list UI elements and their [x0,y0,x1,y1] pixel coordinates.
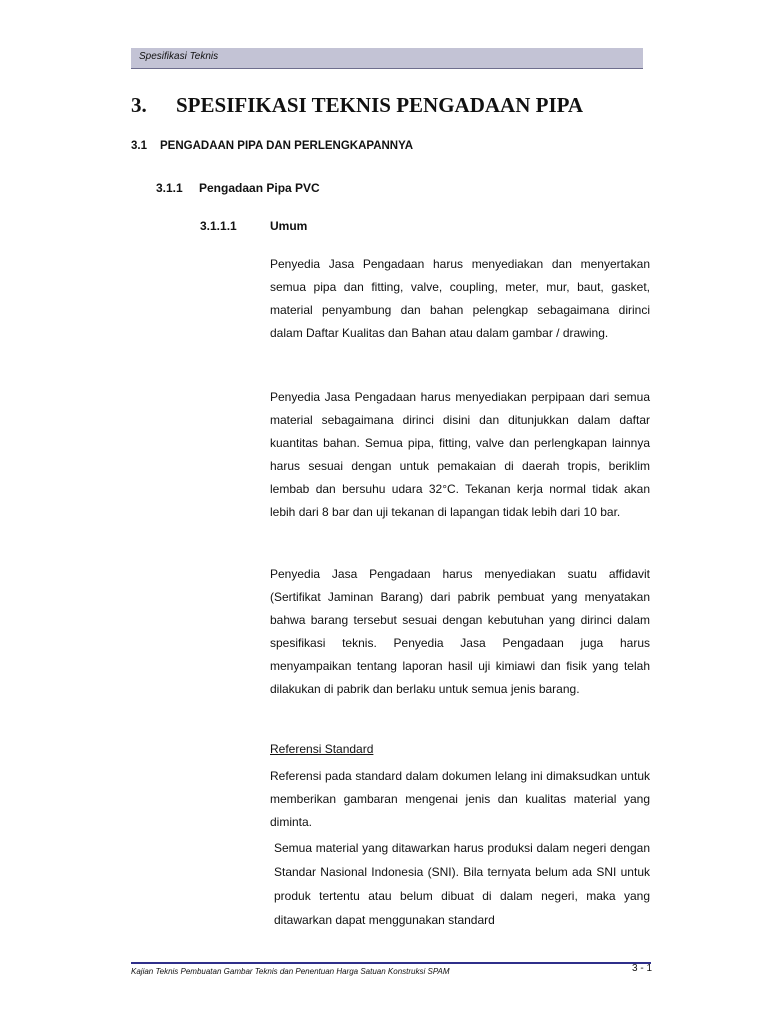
chapter-heading [131,93,583,118]
paragraph-piping-materials: Penyedia Jasa Pengadaan harus menyediakan perpipaan dari semua material sebagaimana dirinci disini dan ditunjukkan dalam daftar kuantitas bahan. Semua pipa, fitting, valve dan perlengkapan lainnya harus sesuai dengan untuk pemakaian di daerah tropis, beriklim lembab dan bersuhu udara 32°C. Tekanan kerja normal tidak akan lebih dari 8 bar dan uji tekanan di lapangan tidak lebih dari 10 bar. [270,390,650,519]
section-heading [131,140,413,152]
subsubsection-number: 3.1.1.1 [200,219,237,233]
subsection-title: Pengadaan Pipa PVC [199,181,320,195]
running-header [131,48,643,69]
subsubsection-title: Umum [270,219,308,233]
page-number: 3 - 1 [632,963,653,974]
footer-title: Kajian Teknis Pembuatan Gambar Teknis dan Penentuan Harga Satuan Konstruksi SPAM [131,967,450,976]
subsection-number: 3.1.1 [156,181,183,195]
paragraph-affidavit: Penyedia Jasa Pengadaan harus menyediakan suatu affidavit (Sertifikat Jaminan Barang) dari pabrik pembuat yang menyatakan bahwa barang tersebut sesuai dengan kebutuhan yang dirinci dalam spesifikasi teknis. Penyedia Jasa Pengadaan juga harus menyampaikan tentang laporan hasil uji kimiawi dan fisik yang telah dilakukan di pabrik dan berlaku untuk semua jenis barang. [270,567,650,696]
sni-requirement-text: Semua material yang ditawarkan harus produksi dalam negeri dengan Standar Nasional Indonesia (SNI). Bila ternyata belum ada SNI untuk produk tertentu atau belum dibuat di dalam negeri, maka yang ditawarkan dapat menggunakan standard [274,841,650,927]
section-title: PENGADAAN PIPA DAN PERLENGKAPANNYA [160,140,414,152]
chapter-number: 3. [131,93,147,117]
subsection-heading [156,181,320,195]
paragraph-general-supply: Penyedia Jasa Pengadaan harus menyediakan dan menyertakan semua pipa dan fitting, valve, coupling, meter, mur, baut, gasket, material penyambung dan bahan pelengkap sebagaimana dirinci dalam Daftar Kualitas dan Bahan atau dalam gambar / drawing. [270,257,650,340]
chapter-title: SPESIFIKASI TEKNIS PENGADAAN PIPA [176,93,584,117]
section-number: 3.1 [131,140,147,152]
reference-standard-text: Referensi pada standard dalam dokumen lelang ini dimaksudkan untuk memberikan gambaran mengenai jenis dan kualitas material yang diminta. [270,769,650,829]
subsubsection-heading [200,219,307,233]
footer-divider [131,962,651,964]
header-title: Spesifikasi Teknis [139,51,219,62]
reference-standard-title: Referensi Standard [270,742,374,756]
